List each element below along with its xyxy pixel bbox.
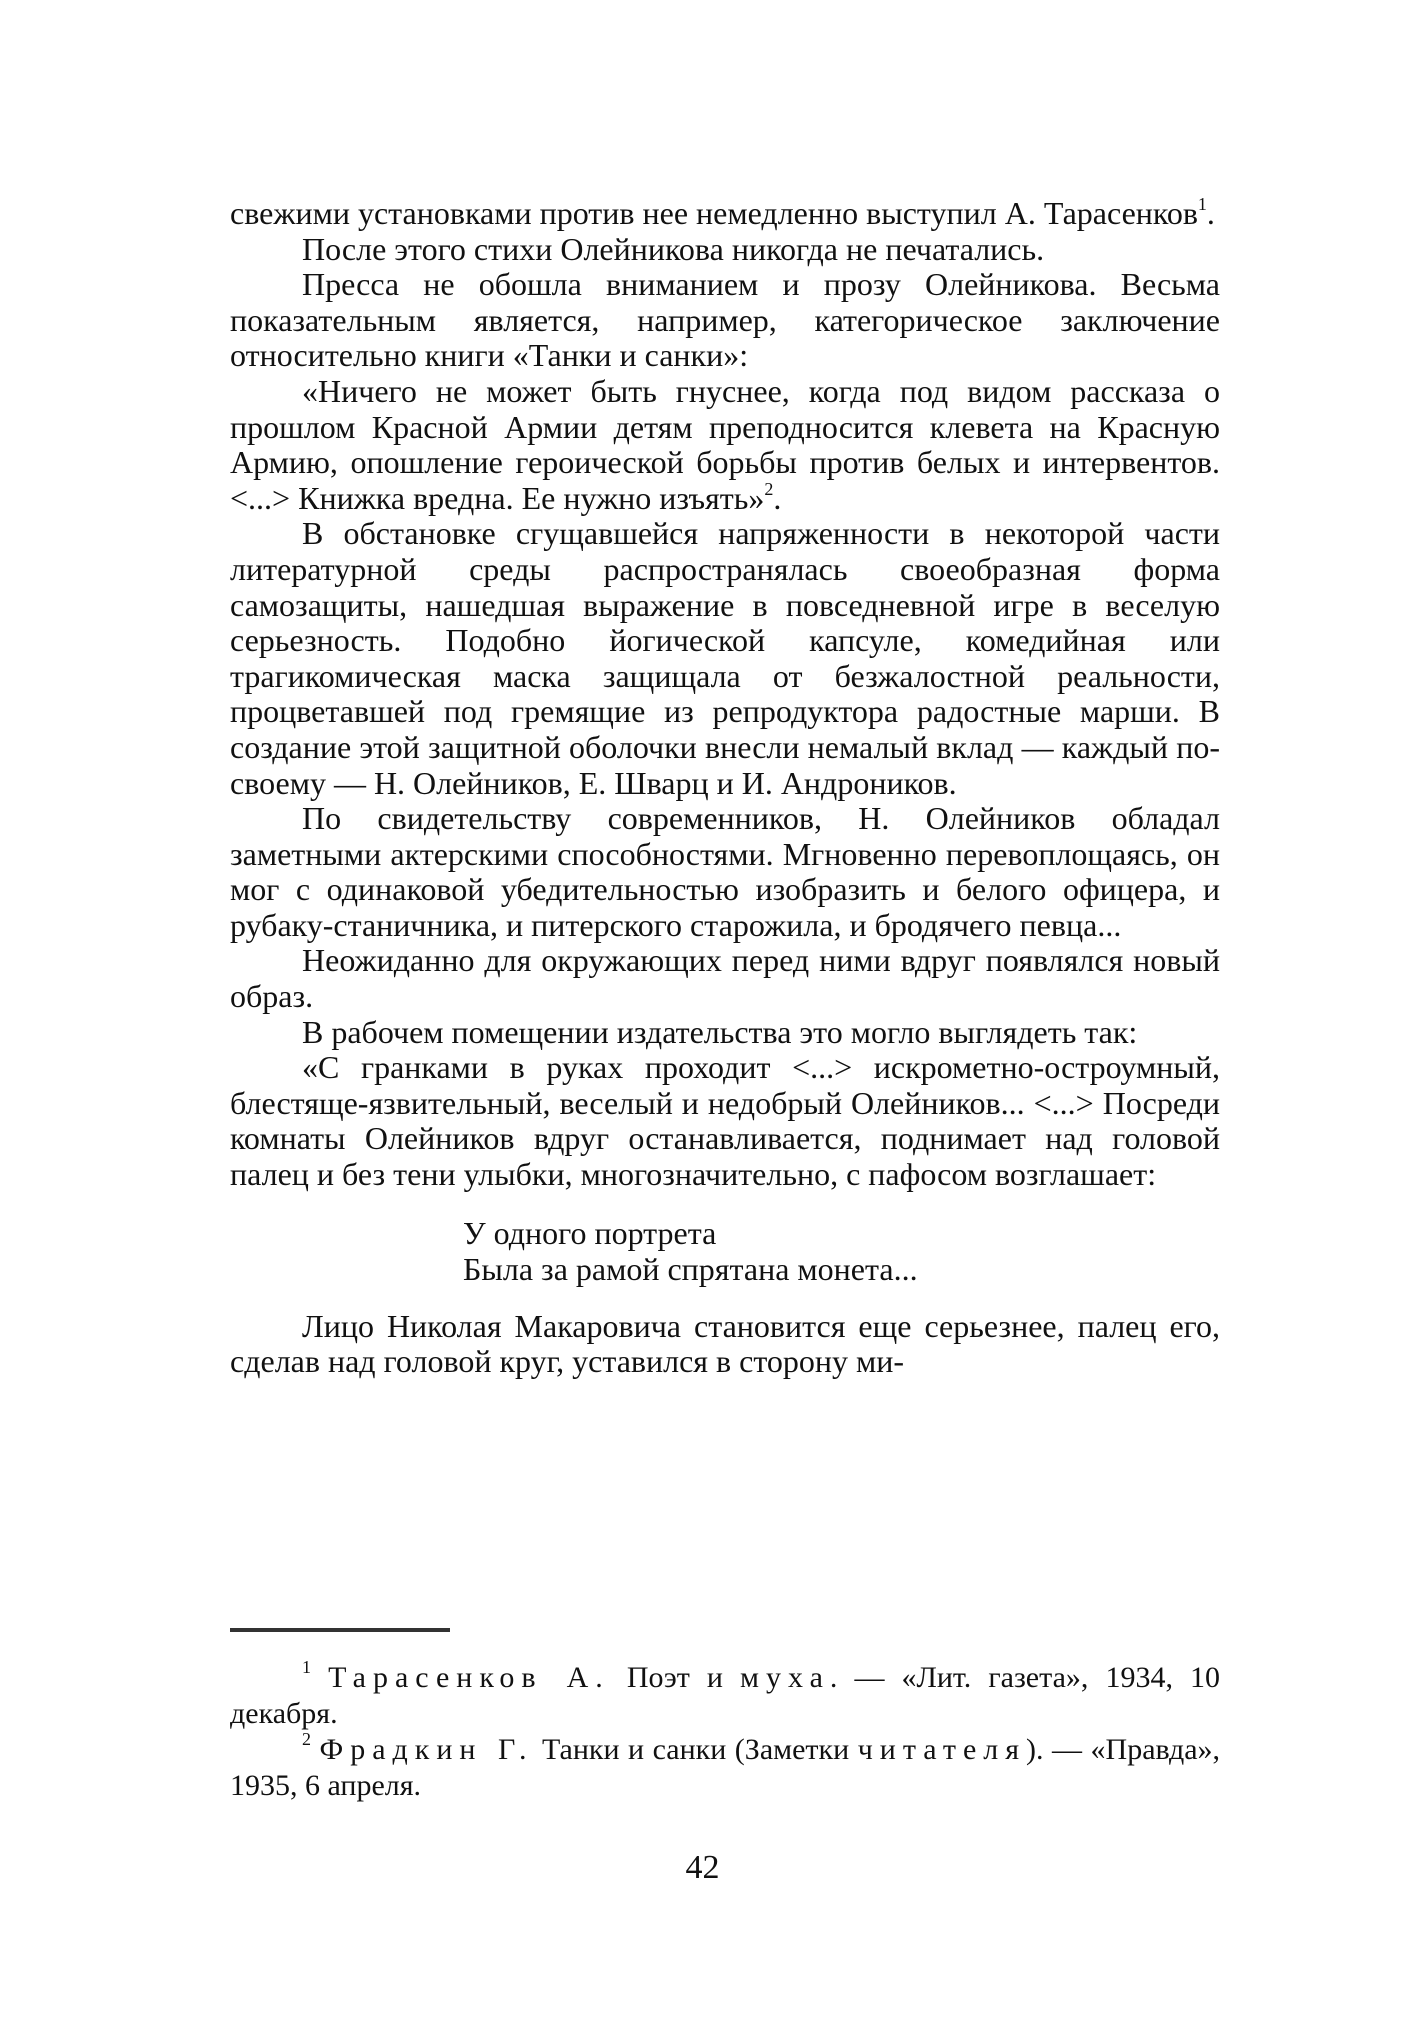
footnote-title: Танки и санки (Заметки: [541, 1733, 850, 1766]
punctuation: .: [1206, 195, 1215, 231]
paragraph-text: «Ничего не может быть гнуснее, когда под видом рассказа о прошлом Красной Армии детям преподносится клевета на Красную Армию, опошление героической борьбы против белых и интервентов. <...> Книжка вредна. Ее нужно изъять»: [230, 372, 1220, 516]
page-number: 42: [685, 1849, 720, 1886]
footnote-source: ). — «Правда», 1935, 6 апреля.: [230, 1733, 1221, 1802]
footnote-title-spaced: муха: [740, 1661, 830, 1694]
paragraph: Неожиданно для окружающих перед ними вдруг появлялся новый образ.: [230, 942, 1220, 1015]
paragraph-text: свежими установками против нее немедленно выступил А. Тарасенков: [230, 195, 1198, 231]
punctuation: .: [773, 479, 782, 516]
quote-paragraph: «С гранками в руках проходит <...> искрометно-остроумный, блестяще-язвительный, веселый и недобрый Олейников... <...> Посреди комнаты Олейников вдруг останавливается, поднимает над головой палец и без тени улыбки, многозначительно, с пафосом возглашает:: [230, 1049, 1220, 1193]
paragraph: Пресса не обошла вниманием и прозу Олейникова. Весьма показательным является, например, категорическое заключение относительно книги «Танки и санки»:: [230, 266, 1220, 374]
footnote-title-spaced: читателя: [857, 1733, 1027, 1766]
poem: [463, 1215, 1220, 1287]
paragraph: По свидетельству современников, Н. Олейников обладал заметными актерскими способностями. Мгновенно перевоплощаясь, он мог с одинаковой убедительностью изобразить и белого офицера, и рубаку-станичника, и питерского старожила, и бродячего певца...: [230, 800, 1220, 943]
poem-line: Была за рамой спрятана монета...: [463, 1250, 918, 1287]
footnote: [230, 1729, 1221, 1804]
footnote-author: Тарасенков А.: [328, 1661, 610, 1694]
footnote-ref: 2: [764, 478, 774, 499]
paragraph: В обстановке сгущавшейся напряженности в некоторой части литературной среды распространялась своеобразная форма самозащиты, нашедшая выражение в повседневной игре в веселую серьезность. Подобно йогической капсуле, комедийная или трагикомическая маска защищала от безжалостной реальности, процветавшей под гремящие из репродуктора радостные марши. В создание этой защитной оболочки внесли немалый вклад — каждый по-своему — Н. Олейников, Е. Шварц и И. Андроников.: [230, 515, 1220, 801]
footnotes: [230, 1657, 1221, 1804]
poem-line: У одного портрета: [463, 1214, 717, 1251]
paragraph: После этого стихи Олейникова никогда не печатались.: [302, 230, 1045, 267]
footnote-source: . — «Лит. газета», 1934, 10 декабря.: [230, 1661, 1221, 1730]
footnote-mark: 2: [302, 1729, 311, 1749]
footnote-mark: 1: [302, 1657, 311, 1677]
paragraph: Лицо Николая Макаровича становится еще серьезнее, палец его, сделав над головой круг, уставился в сторону ми-: [230, 1307, 1220, 1380]
quote-paragraph: [230, 374, 1220, 516]
footnote-title: Поэт и: [626, 1661, 723, 1694]
paragraph: [230, 196, 1220, 232]
footnote: [230, 1657, 1221, 1732]
paragraph: В рабочем помещении издательства это могло выглядеть так:: [302, 1013, 1138, 1050]
footnote-author: Фрадкин Г.: [319, 1733, 534, 1766]
footnote-separator: [230, 1628, 450, 1632]
main-text: [230, 196, 1220, 1380]
footnote-ref: 1: [1197, 194, 1207, 214]
